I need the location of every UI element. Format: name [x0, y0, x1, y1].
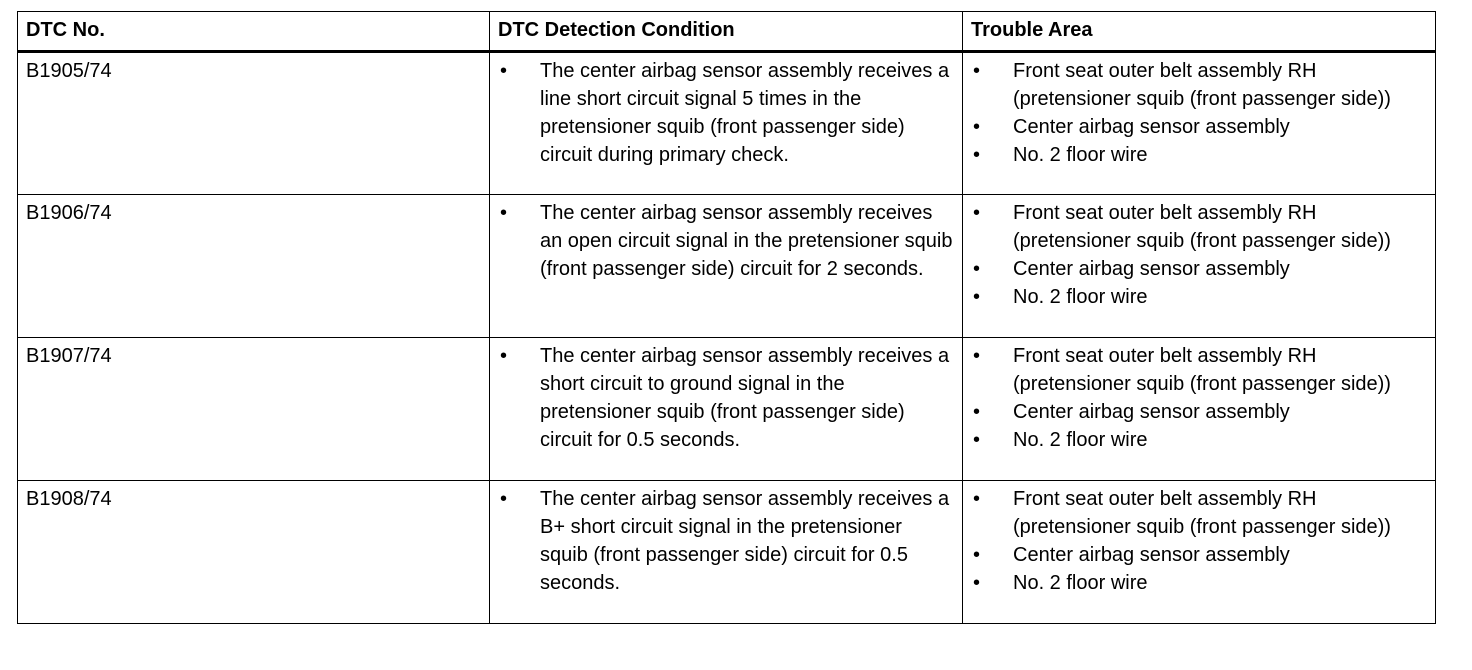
dtc-number-cell: B1905/74 [18, 52, 490, 195]
trouble-item-text: Center airbag sensor assembly [1013, 116, 1290, 138]
bullet-icon: • [973, 572, 981, 594]
bullet-icon: • [973, 144, 981, 166]
bullet-icon: • [973, 202, 981, 224]
bullet-icon: • [973, 401, 981, 423]
trouble-item-text: Front seat outer belt assembly RH (pretensioner squib (front passenger side)) [1013, 60, 1391, 110]
condition-item-text: The center airbag sensor assembly receives an open circuit signal in the pretensioner squib (front passenger side) circuit for 2 seconds. [540, 202, 953, 280]
trouble-area-cell-list [971, 57, 1427, 169]
trouble-item-text: Center airbag sensor assembly [1013, 401, 1290, 423]
trouble-item [971, 485, 1427, 541]
bullet-icon: • [973, 258, 981, 280]
trouble-item [971, 141, 1427, 169]
bullet-icon: • [973, 116, 981, 138]
condition-item [498, 57, 954, 169]
trouble-item [971, 569, 1427, 597]
trouble-item-text: No. 2 floor wire [1013, 286, 1148, 308]
trouble-item [971, 199, 1427, 255]
trouble-item [971, 426, 1427, 454]
trouble-item [971, 342, 1427, 398]
trouble-item-text: Front seat outer belt assembly RH (pretensioner squib (front passenger side)) [1013, 202, 1391, 252]
table-row [18, 52, 1436, 195]
trouble-item [971, 541, 1427, 569]
trouble-area-cell [963, 338, 1436, 481]
bullet-icon: • [973, 60, 981, 82]
detection-condition-cell [490, 195, 963, 338]
trouble-area-cell [963, 481, 1436, 624]
condition-item [498, 342, 954, 454]
detection-condition-cell-list [498, 199, 954, 283]
trouble-item-text: No. 2 floor wire [1013, 572, 1148, 594]
detection-condition-cell [490, 52, 963, 195]
table-row [18, 195, 1436, 338]
bullet-icon: • [973, 286, 981, 308]
table-row [18, 338, 1436, 481]
bullet-icon: • [500, 60, 508, 82]
dtc-table [17, 11, 1436, 624]
trouble-item-text: Front seat outer belt assembly RH (pretensioner squib (front passenger side)) [1013, 345, 1391, 395]
trouble-item-text: Front seat outer belt assembly RH (pretensioner squib (front passenger side)) [1013, 488, 1391, 538]
trouble-area-cell [963, 195, 1436, 338]
bullet-icon: • [973, 488, 981, 510]
detection-condition-cell [490, 338, 963, 481]
bullet-icon: • [973, 345, 981, 367]
trouble-item-text: Center airbag sensor assembly [1013, 258, 1290, 280]
detection-condition-cell-list [498, 57, 954, 169]
detection-condition-cell [490, 481, 963, 624]
condition-item [498, 199, 954, 283]
trouble-item-text: Center airbag sensor assembly [1013, 544, 1290, 566]
bullet-icon: • [973, 544, 981, 566]
header-trouble-area: Trouble Area [963, 12, 1436, 52]
dtc-number-cell: B1907/74 [18, 338, 490, 481]
table-body [18, 52, 1436, 624]
trouble-item [971, 57, 1427, 113]
condition-item-text: The center airbag sensor assembly receives a B+ short circuit signal in the pretensioner squib (front passenger side) circuit for 0.5 seconds. [540, 488, 950, 594]
detection-condition-cell-list [498, 342, 954, 454]
bullet-icon: • [973, 429, 981, 451]
trouble-area-cell-list [971, 199, 1427, 311]
trouble-area-cell [963, 52, 1436, 195]
trouble-area-cell-list [971, 485, 1427, 597]
header-detection-condition: DTC Detection Condition [490, 12, 963, 52]
header-row [18, 12, 1436, 52]
table-row [18, 481, 1436, 624]
trouble-item-text: No. 2 floor wire [1013, 429, 1148, 451]
header-dtc-no: DTC No. [18, 12, 490, 52]
detection-condition-cell-list [498, 485, 954, 597]
trouble-area-cell-list [971, 342, 1427, 454]
condition-item [498, 485, 954, 597]
bullet-icon: • [500, 345, 508, 367]
condition-item-text: The center airbag sensor assembly receives a line short circuit signal 5 times in the pretensioner squib (front passenger side) circuit during primary check. [540, 60, 950, 166]
trouble-item [971, 283, 1427, 311]
dtc-number-cell: B1908/74 [18, 481, 490, 624]
bullet-icon: • [500, 488, 508, 510]
trouble-item-text: No. 2 floor wire [1013, 144, 1148, 166]
trouble-item [971, 255, 1427, 283]
trouble-item [971, 398, 1427, 426]
dtc-number-cell: B1906/74 [18, 195, 490, 338]
condition-item-text: The center airbag sensor assembly receives a short circuit to ground signal in the pretensioner squib (front passenger side) circuit for 0.5 seconds. [540, 345, 950, 451]
trouble-item [971, 113, 1427, 141]
bullet-icon: • [500, 202, 508, 224]
